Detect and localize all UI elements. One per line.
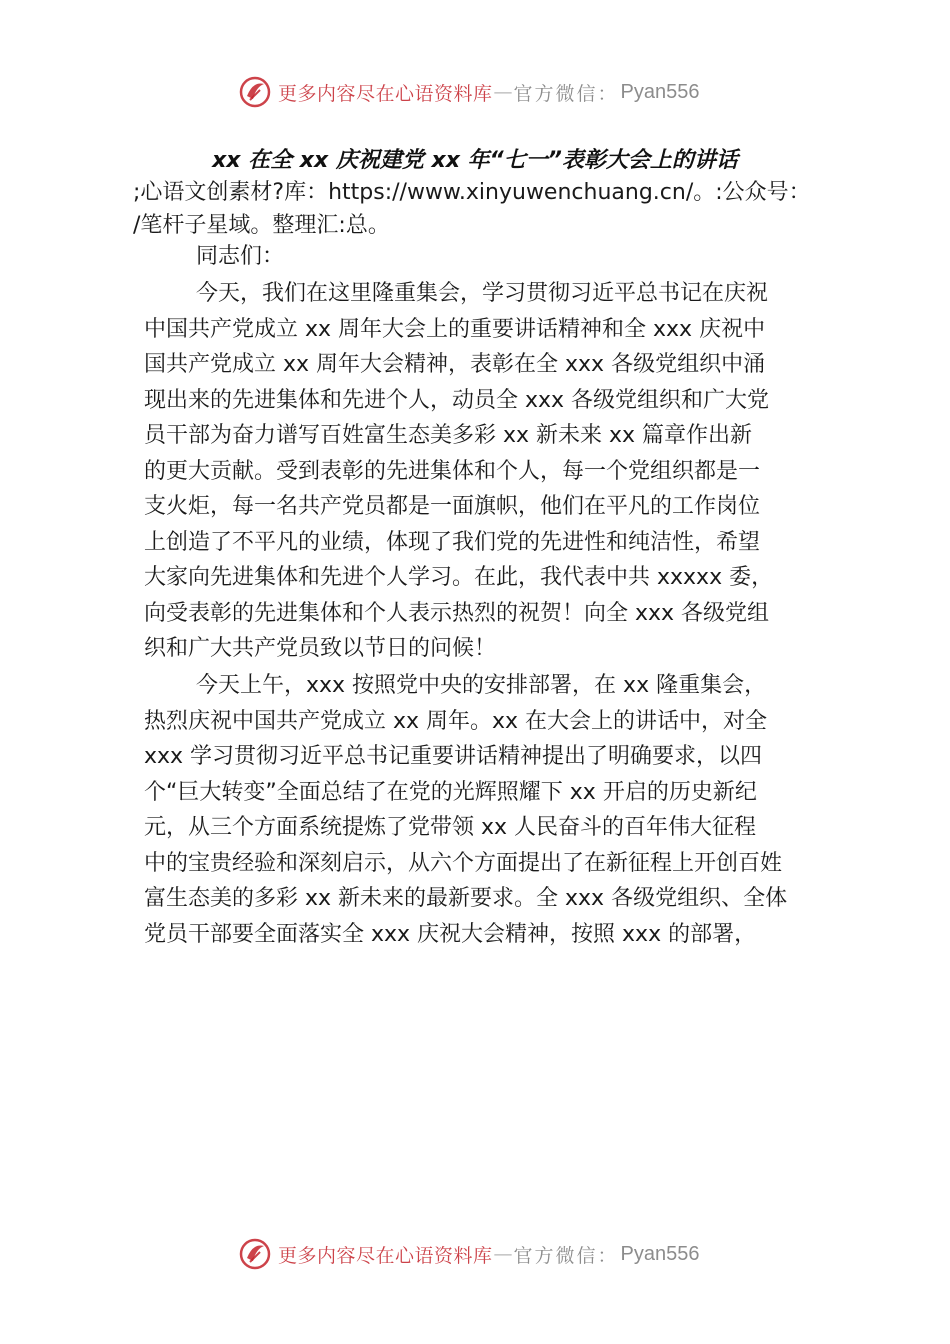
paragraph-line: 上创造了不平凡的业绩，体现了我们党的先进性和纯洁性，希望 (144, 529, 761, 555)
paragraph-line: 中国共产党成立 xx 周年大会上的重要讲话精神和全 xxx 庆祝中 (144, 316, 766, 342)
banner-text: 更多内容尽在心语资料库 (278, 1244, 493, 1267)
paragraph-2 (144, 668, 824, 952)
paragraph-line: 个“巨大转变”全面总结了在党的光辉照耀下 xx 开启的历史新纪 (144, 779, 757, 805)
footer-banner (238, 1234, 758, 1274)
paragraph-line: 的更大贡献。受到表彰的先进集体和个人，每一个党组织都是一 (144, 458, 761, 484)
banner-wechat-id: Pyan556 (620, 80, 700, 103)
paragraph-line: 富生态美的多彩 xx 新未来的最新要求。全 xxx 各级党组织、全体 (144, 886, 788, 911)
paragraph-line: 今天上午，xxx 按照党中央的安排部署，在 xx 隆重集会， (196, 673, 767, 698)
paragraph-line: 国共产党成立 xx 周年大会精神，表彰在全 xxx 各级党组织中涌 (144, 352, 766, 377)
document-title: xx 在全 xx 庆祝建党 xx 年“七一”表彰大会上的讲话 (212, 148, 738, 173)
brand-logo-icon (238, 1237, 272, 1271)
header-banner (238, 72, 758, 112)
source-line: ;心语文创素材?库：https://www.xinyuwenchuang.cn/。:公众号： (133, 180, 811, 205)
banner-wechat-id: Pyan556 (620, 1242, 700, 1265)
paragraph-line: 员干部为奋力谱写百姓富生态美多彩 xx 新未来 xx 篇章作出新 (144, 423, 753, 448)
paragraph-line: 大家向先进集体和先进个人学习。在此，我代表中共 xxxxx 委， (144, 565, 774, 590)
paragraph-line: 今天，我们在这里隆重集会，学习贯彻习近平总书记在庆祝 (196, 281, 769, 306)
banner-wechat-label: 官方微信： (513, 1244, 619, 1267)
paragraph-line: xxx 学习贯彻习近平总书记重要讲话精神提出了明确要求，以四 (144, 744, 763, 769)
paragraph-line: 元，从三个方面系统提炼了党带领 xx 人民奋斗的百年伟大征程 (144, 815, 757, 840)
brand-logo-icon (238, 75, 272, 109)
paragraph-line: 织和广大共产党员致以节日的问候！ (144, 636, 497, 661)
source-note (133, 176, 838, 242)
paragraph-line: 党员干部要全面落实全 xxx 庆祝大会精神，按照 xxx 的部署， (144, 921, 757, 947)
banner-separator: — (493, 81, 513, 103)
source-line: /笔杆子星域。整理汇:总。 (133, 213, 390, 238)
paragraph-line: 中的宝贵经验和深刻启示，从六个方面提出了在新征程上开创百姓 (144, 850, 783, 876)
banner-wechat-label: 官方微信： (513, 82, 619, 105)
paragraph-line: 热烈庆祝中国共产党成立 xx 周年。xx 在大会上的讲话中，对全 (144, 708, 768, 734)
paragraph-line: 向受表彰的先进集体和个人表示热烈的祝贺！向全 xxx 各级党组 (144, 600, 770, 626)
paragraph-line: 现出来的先进集体和先进个人，动员全 xxx 各级党组织和广大党 (144, 387, 770, 413)
salutation: 同志们： (196, 244, 285, 269)
banner-text: 更多内容尽在心语资料库 (278, 82, 493, 105)
banner-separator: — (493, 1243, 513, 1265)
paragraph-line: 支火炬，每一名共产党员都是一面旗帜，他们在平凡的工作岗位 (144, 494, 761, 519)
paragraph-1 (144, 276, 824, 667)
